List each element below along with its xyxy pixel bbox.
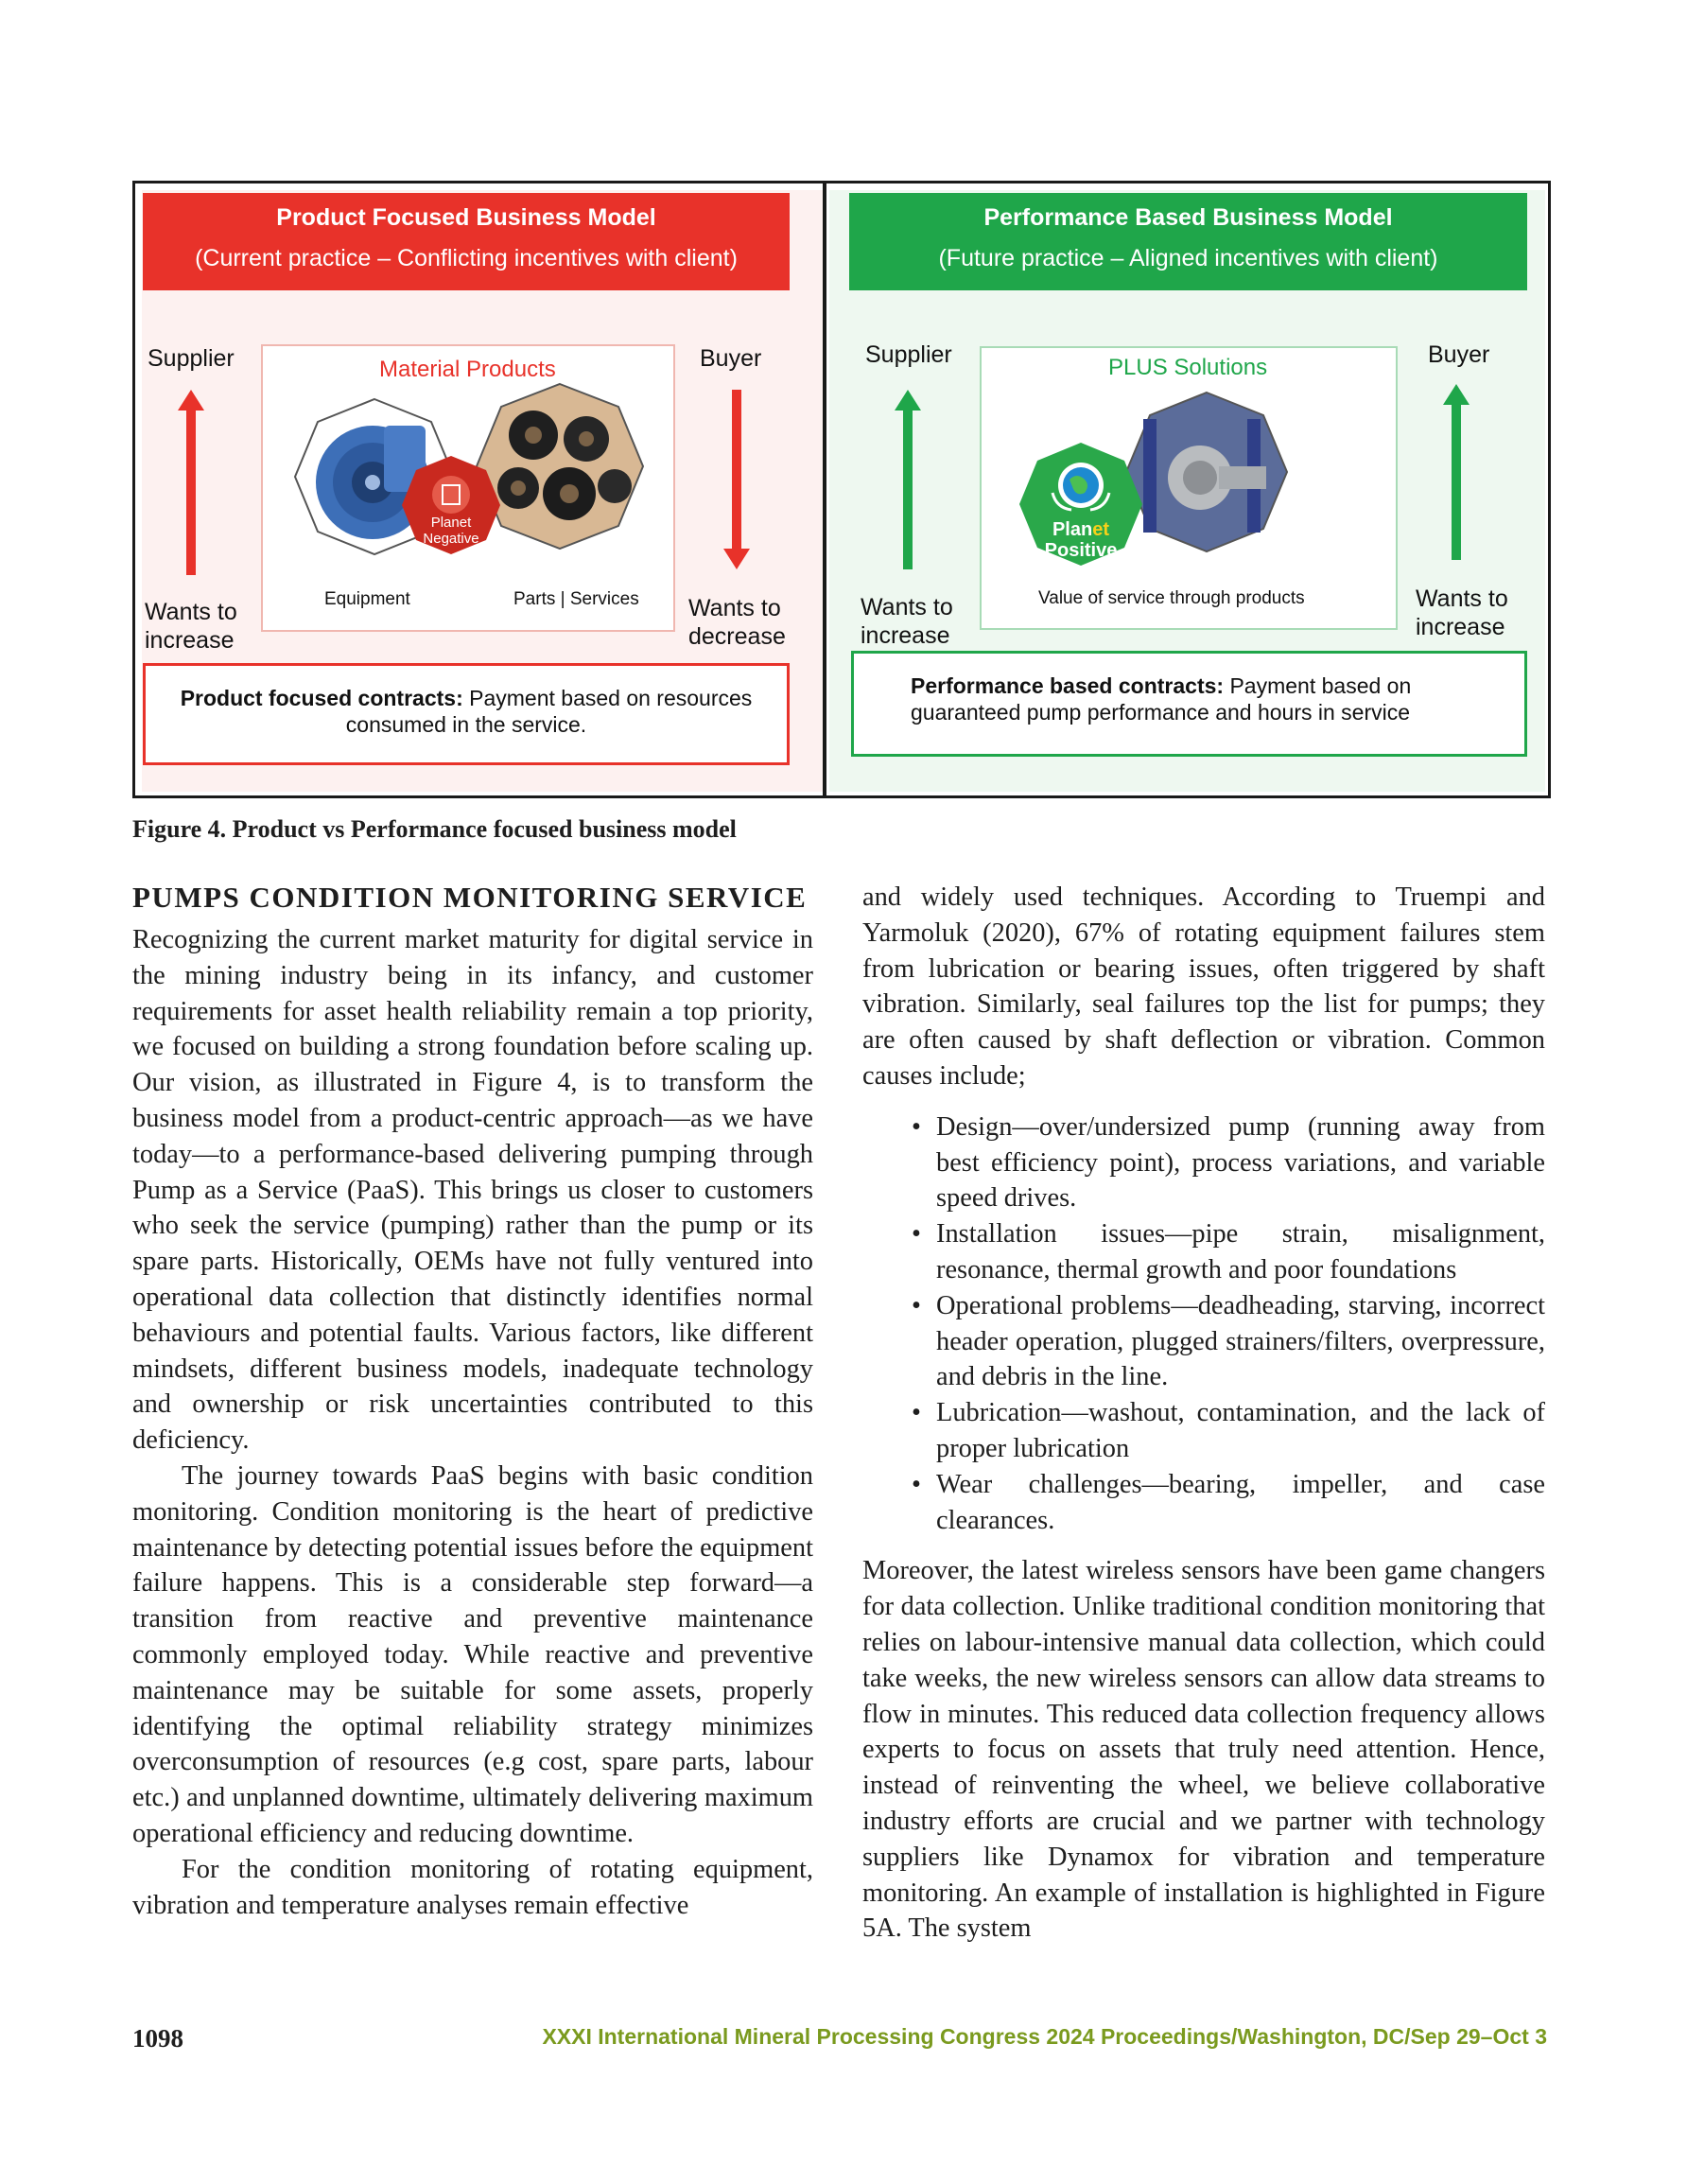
paragraph-3: For the condition monitoring of rotating equipment, vibration and temperature analyses remain effective	[132, 1854, 813, 1920]
right-intro-paragraph: and widely used techniques. According to Truempi and Yarmoluk (2020), 67% of rotating equipment failures stem from lubrication or bearing issues, often triggered by shaft vibration. Similarly, seal failures top the list for pumps; they are often caused by shaft deflection or vibration. Common causes include;	[862, 882, 1545, 1091]
right-box-caption: Value of service through products	[1038, 588, 1305, 608]
planet-negative-label: Planet Negative	[423, 515, 479, 547]
planet-positive-word: Positive	[1044, 540, 1118, 561]
section-heading: PUMPS CONDITION MONITORING SERVICE	[132, 881, 808, 914]
left-contract-bold: Product focused contracts:	[180, 686, 463, 710]
planet-positive-plan: Plan	[1052, 519, 1093, 540]
figure-caption: Figure 4. Product vs Performance focused business model	[132, 815, 737, 843]
paragraph-1: Recognizing the current market maturity for digital service in the mining industry being in its infancy, and customer requirements for asset health reliability remain a top priority, we focused on building a strong foundation before scaling up. Our vision, as illustrated in Figure 4, is to transform the business model from a product-centric approach—as we have today—to a performance-based delivering pumping through Pump as a Service (PaaS). This brings us closer to customers who seek the service (pumping) rather than the pump or its spare parts. Historically, OEMs have not fully ventured into operational data collection that distinctly identifies normal behaviours and potential faults. Various factors, like different mindsets, different business models, inadequate technology and ownership or risk uncertainties contributed to this deficiency.	[132, 925, 813, 1456]
left-box-title: Material Products	[379, 357, 556, 382]
figure-divider	[823, 181, 826, 798]
running-footer: XXXI International Mineral Processing Congress 2024 Proceedings/Washington, DC/Sep 29–Oct 3	[542, 2024, 1547, 2049]
left-panel-subtitle: (Current practice – Conflicting incentives with client)	[195, 245, 738, 271]
left-item-equipment: Equipment	[324, 589, 410, 609]
left-item-parts-services: Parts | Services	[513, 589, 639, 609]
right-text-column	[862, 880, 1545, 1947]
figure-4	[132, 181, 1551, 798]
left-text-column	[132, 880, 813, 1923]
pump-installation-image	[1124, 391, 1289, 553]
left-supplier-up-arrow-icon	[178, 390, 204, 575]
left-panel-header	[143, 193, 790, 290]
right-buyer-up-arrow-icon	[1443, 384, 1470, 560]
right-supplier-wants: Wants to increase	[861, 594, 953, 649]
left-contract-text: Payment based on resources consumed in the service.	[345, 686, 753, 737]
right-box-title: PLUS Solutions	[1108, 355, 1268, 380]
left-buyer-label: Buyer	[700, 345, 762, 372]
left-panel-title: Product Focused Business Model	[276, 204, 656, 231]
right-buyer-wants: Wants to increase	[1416, 585, 1508, 640]
paragraph-2: The journey towards PaaS begins with basic condition monitoring. Condition monitoring is the heart of predictive maintenance by detecting potential issues before the equipment failure happens. This is a considerable step forward—a transition from reactive and preventive maintenance commonly employed today. While reactive and preventive maintenance may be suitable for some assets, properly identifying the optimal reliability strategy minimizes overconsumption of resources (e.g cost, spare parts, labour etc.) and unplanned downtime, ultimately delivering maximum operational efficiency and reducing downtime.	[132, 1460, 813, 1848]
left-buyer-down-arrow-icon	[723, 390, 750, 569]
right-panel-title: Performance Based Business Model	[983, 204, 1393, 231]
right-panel-header	[849, 193, 1527, 290]
list-item: • Lubrication—washout, contamination, and the lack of proper lubrication	[936, 1395, 1545, 1467]
list-item: • Design—over/undersized pump (running away from best efficiency point), process variations, and variable speed drives.	[936, 1109, 1545, 1216]
right-contract-bold: Performance based contracts:	[911, 673, 1225, 698]
right-contract-box	[851, 651, 1527, 757]
left-supplier-wants: Wants to increase	[145, 599, 237, 654]
list-item: • Operational problems—deadheading, starving, incorrect header operation, plugged strainers/filters, overpressure, and debris in the line.	[936, 1288, 1545, 1395]
planet-positive-label	[1043, 519, 1119, 561]
causes-list	[862, 1109, 1545, 1539]
left-supplier-label: Supplier	[148, 345, 235, 372]
right-panel-subtitle: (Future practice – Aligned incentives with client)	[938, 245, 1438, 271]
page-number: 1098	[132, 2024, 183, 2053]
list-item: • Installation issues—pipe strain, misalignment, resonance, thermal growth and poor foundations	[936, 1216, 1545, 1288]
right-supplier-up-arrow-icon	[895, 390, 921, 569]
left-buyer-wants: Wants to decrease	[688, 595, 786, 650]
right-supplier-label: Supplier	[865, 341, 952, 368]
right-closing-paragraph: Moreover, the latest wireless sensors have been game changers for data collection. Unlike traditional condition monitoring that relies on labour-intensive manual data collection, which could take weeks, the new wireless sensors can allow data streams to flow in minutes. This reduced data collection frequency allows experts to focus on assets that truly need attention. Hence, instead of reinventing the wheel, we believe collaborative industry efforts are crucial and we partner with technology suppliers like Dynamox for vibration and temperature monitoring. An example of installation is highlighted in Figure 5A. The system	[862, 1556, 1545, 1944]
left-contract-box	[143, 663, 790, 765]
planet-positive-et: et	[1092, 519, 1110, 540]
right-contract-text: Payment based on guaranteed pump performance and hours in service	[911, 673, 1412, 725]
list-item: • Wear challenges—bearing, impeller, and case clearances.	[936, 1467, 1545, 1539]
right-buyer-label: Buyer	[1428, 341, 1490, 368]
